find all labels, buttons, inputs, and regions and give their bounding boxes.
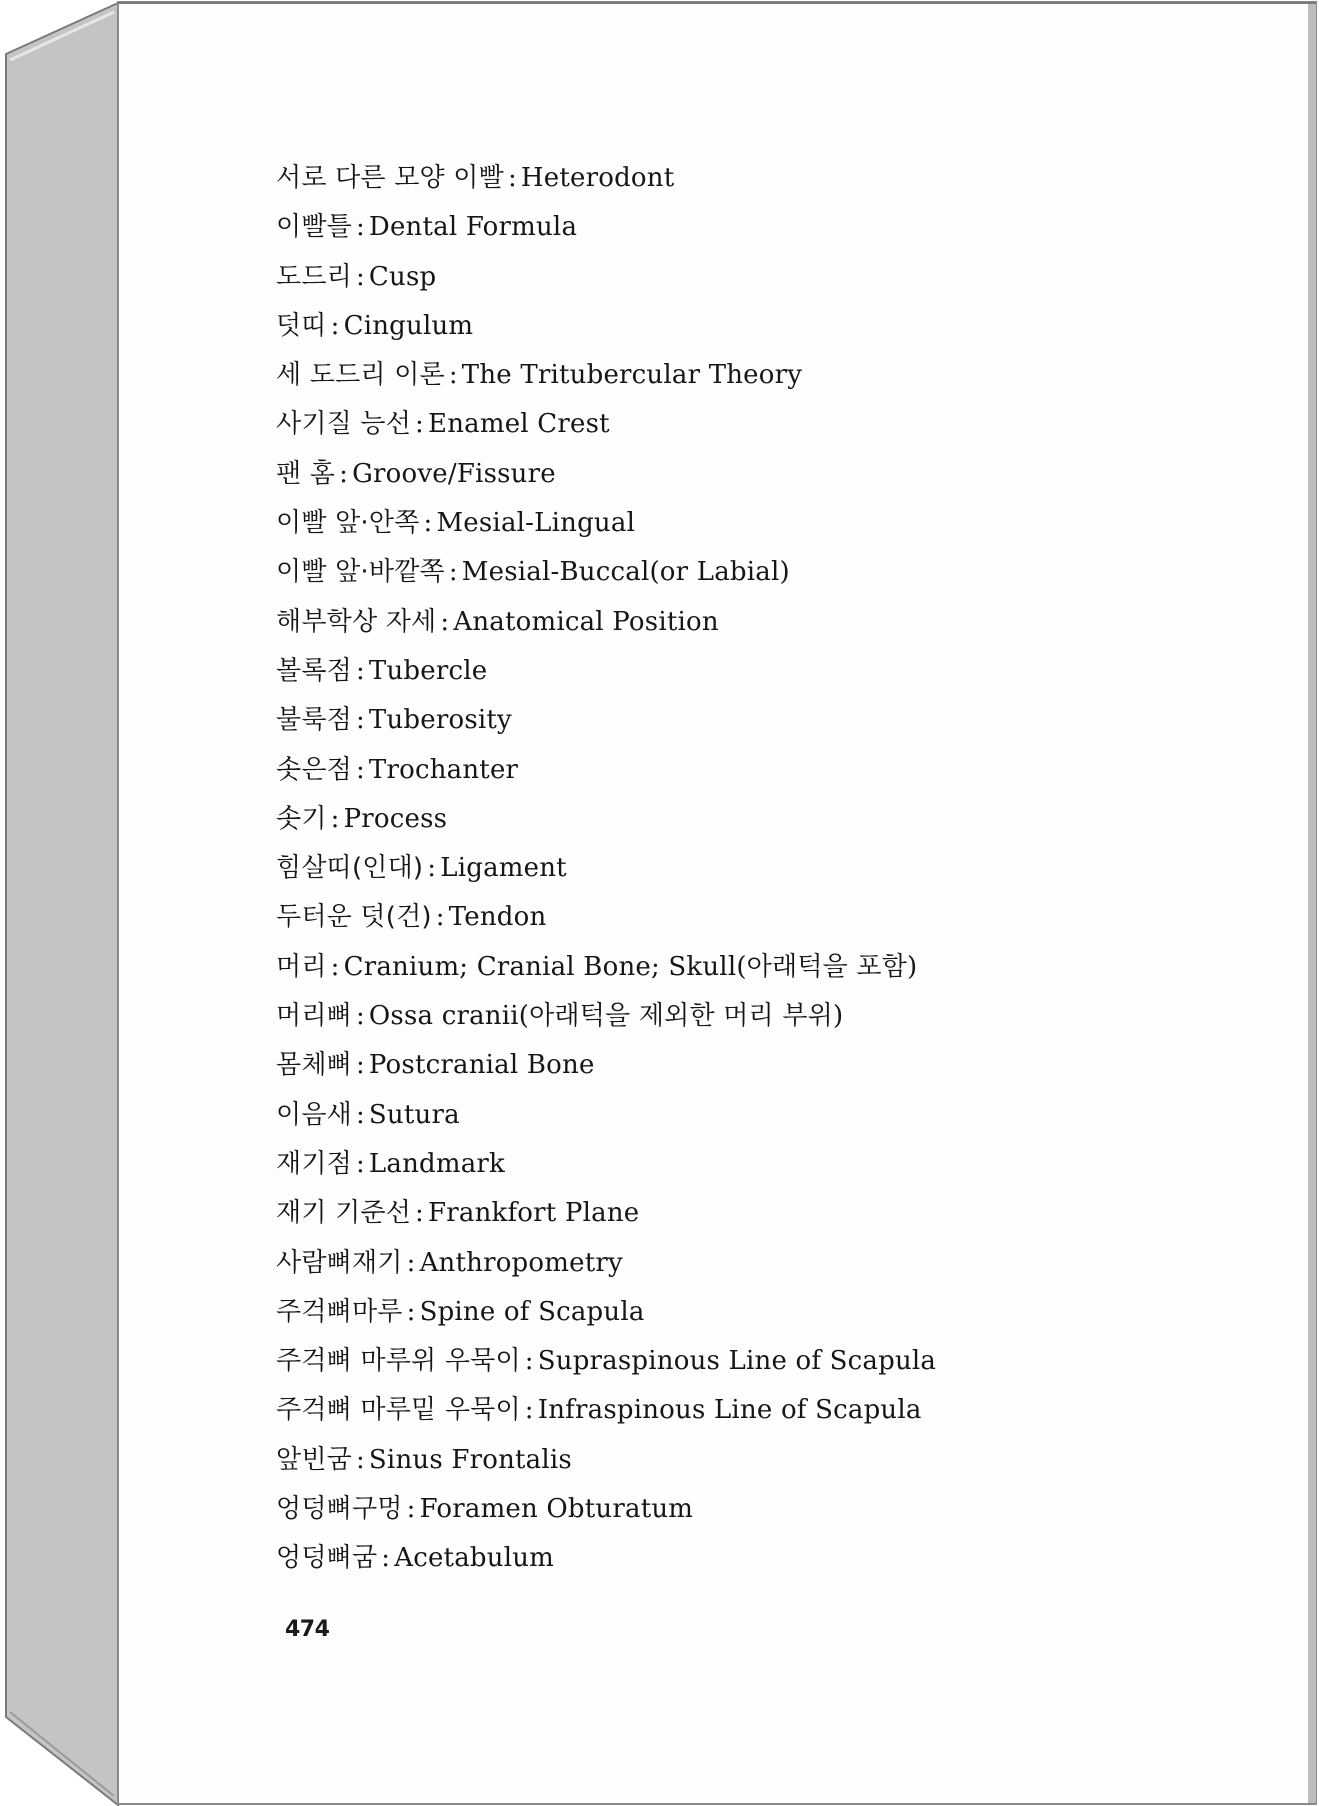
english-term: Tuberosity [368,705,512,736]
glossary-entry [276,253,936,302]
korean-term: 사람뼈재기 [276,1247,403,1278]
english-term: Dental Formula [368,212,578,243]
term-separator: : [448,557,458,588]
term-separator: : [355,1148,365,1179]
korean-term: 몸체뼈 [276,1050,352,1081]
glossary-entry [276,351,936,400]
english-term: The Tritubercular Theory [461,360,803,391]
term-separator: : [355,1050,365,1081]
term-separator: : [355,754,365,785]
term-separator: : [355,212,365,243]
term-separator: : [330,951,340,982]
term-separator: : [355,705,365,736]
term-separator: : [423,508,433,539]
glossary-entry [276,1386,936,1435]
korean-term: 머리뼈 [276,1001,352,1032]
english-term: Cusp [368,261,437,292]
english-term: Ossa cranii(아래턱을 제외한 머리 부위) [368,1001,844,1032]
glossary-entry [276,1041,936,1090]
glossary-entry [276,1485,936,1534]
korean-term: 재기점 [276,1148,352,1179]
glossary-entry [276,1337,936,1386]
term-separator: : [355,261,365,292]
glossary-entry [276,499,936,548]
english-term: Sinus Frontalis [368,1444,572,1475]
glossary-entry [276,548,936,597]
korean-term: 이빨 앞·안쪽 [276,508,420,539]
english-term: Acetabulum [394,1543,555,1574]
korean-term: 두터운 덧(건) [276,902,432,933]
korean-term: 솟은점 [276,754,352,785]
term-separator: : [507,163,517,193]
korean-term: 솟기 [276,803,327,834]
glossary-entry [276,844,936,893]
glossary-entry [276,1534,936,1583]
glossary-entry [276,943,936,992]
glossary-entry [276,992,936,1041]
korean-term: 엉덩뼈구멍 [276,1494,403,1525]
korean-term: 세 도드리 이론 [276,360,445,391]
korean-term: 재기 기준선 [276,1198,412,1229]
glossary-entry [276,450,936,499]
korean-term: 팬 홈 [276,458,336,489]
term-separator: : [355,1001,365,1032]
korean-term: 이빨 앞·바깥쪽 [276,557,445,588]
glossary-entry [276,302,936,351]
term-separator: : [524,1395,534,1426]
korean-term: 엉덩뼈굼 [276,1543,378,1574]
glossary-entry [276,1091,936,1140]
term-separator: : [406,1247,416,1278]
english-term: Anatomical Position [453,606,719,637]
page-number: 474 [285,1617,330,1642]
term-separator: : [427,853,437,884]
korean-term: 주걱뼈 마루밑 우묵이 [276,1395,521,1426]
term-separator: : [339,458,349,489]
korean-term: 머리 [276,951,327,982]
term-separator: : [330,803,340,834]
glossary-entry [276,203,936,252]
english-term: Cranium; Cranial Bone; Skull(아래턱을 포함) [343,951,918,982]
korean-term: 앞빈굼 [276,1444,352,1475]
term-separator: : [355,1444,365,1475]
english-term: Postcranial Bone [368,1050,595,1081]
glossary-entry [276,795,936,844]
glossary-list [276,154,936,1584]
term-separator: : [415,409,425,440]
english-term: Process [343,803,448,834]
glossary-entry [276,893,936,942]
page-edge-shadow [1308,3,1316,1803]
term-separator: : [406,1296,416,1327]
korean-term: 사기질 능선 [276,409,412,440]
english-term: Frankfort Plane [428,1198,640,1229]
term-separator: : [406,1494,416,1525]
term-separator: : [355,655,365,686]
korean-term: 힘살띠(인대) [276,853,424,884]
english-term: Tubercle [368,655,488,686]
korean-term: 해부학상 자세 [276,606,437,637]
book-spine [6,3,118,1805]
english-term: Supraspinous Line of Scapula [537,1346,937,1377]
glossary-entry [276,696,936,745]
term-separator: : [381,1543,391,1574]
english-term: Landmark [368,1148,506,1179]
term-separator: : [330,310,340,341]
english-term: Sutura [368,1099,460,1130]
term-separator: : [415,1198,425,1229]
term-separator: : [524,1346,534,1377]
term-separator: : [448,360,458,391]
english-term: Mesial-Buccal(or Labial) [461,557,790,588]
korean-term: 불룩점 [276,705,352,736]
glossary-entry [276,1288,936,1337]
glossary-entry [276,154,936,203]
glossary-entry [276,1239,936,1288]
english-term: Spine of Scapula [419,1296,645,1327]
glossary-entry [276,598,936,647]
term-separator: : [440,606,450,637]
term-separator: : [435,902,445,933]
korean-term: 덧띠 [276,310,327,341]
glossary-entry [276,400,936,449]
english-term: Cingulum [343,310,474,341]
glossary-entry [276,1189,936,1238]
english-term: Mesial-Lingual [436,508,636,539]
english-term: Tendon [448,902,547,933]
english-term: Groove/Fissure [352,458,556,489]
korean-term: 주걱뼈 마루위 우묵이 [276,1346,521,1377]
glossary-entry [276,1436,936,1485]
english-term: Trochanter [368,754,519,785]
korean-term: 주걱뼈마루 [276,1296,403,1327]
korean-term: 이음새 [276,1099,352,1130]
english-term: Ligament [440,853,567,884]
english-term: Enamel Crest [428,409,610,440]
english-term: Heterodont [520,163,675,193]
english-term: Infraspinous Line of Scapula [537,1395,922,1426]
korean-term: 이빨틀 [276,212,352,243]
term-separator: : [355,1099,365,1130]
korean-term: 서로 다른 모양 이빨 [276,163,504,193]
glossary-entry [276,647,936,696]
english-term: Foramen Obturatum [419,1494,694,1525]
korean-term: 도드리 [276,261,352,292]
english-term: Anthropometry [419,1247,623,1278]
glossary-entry [276,746,936,795]
glossary-entry [276,1140,936,1189]
korean-term: 볼록점 [276,655,352,686]
